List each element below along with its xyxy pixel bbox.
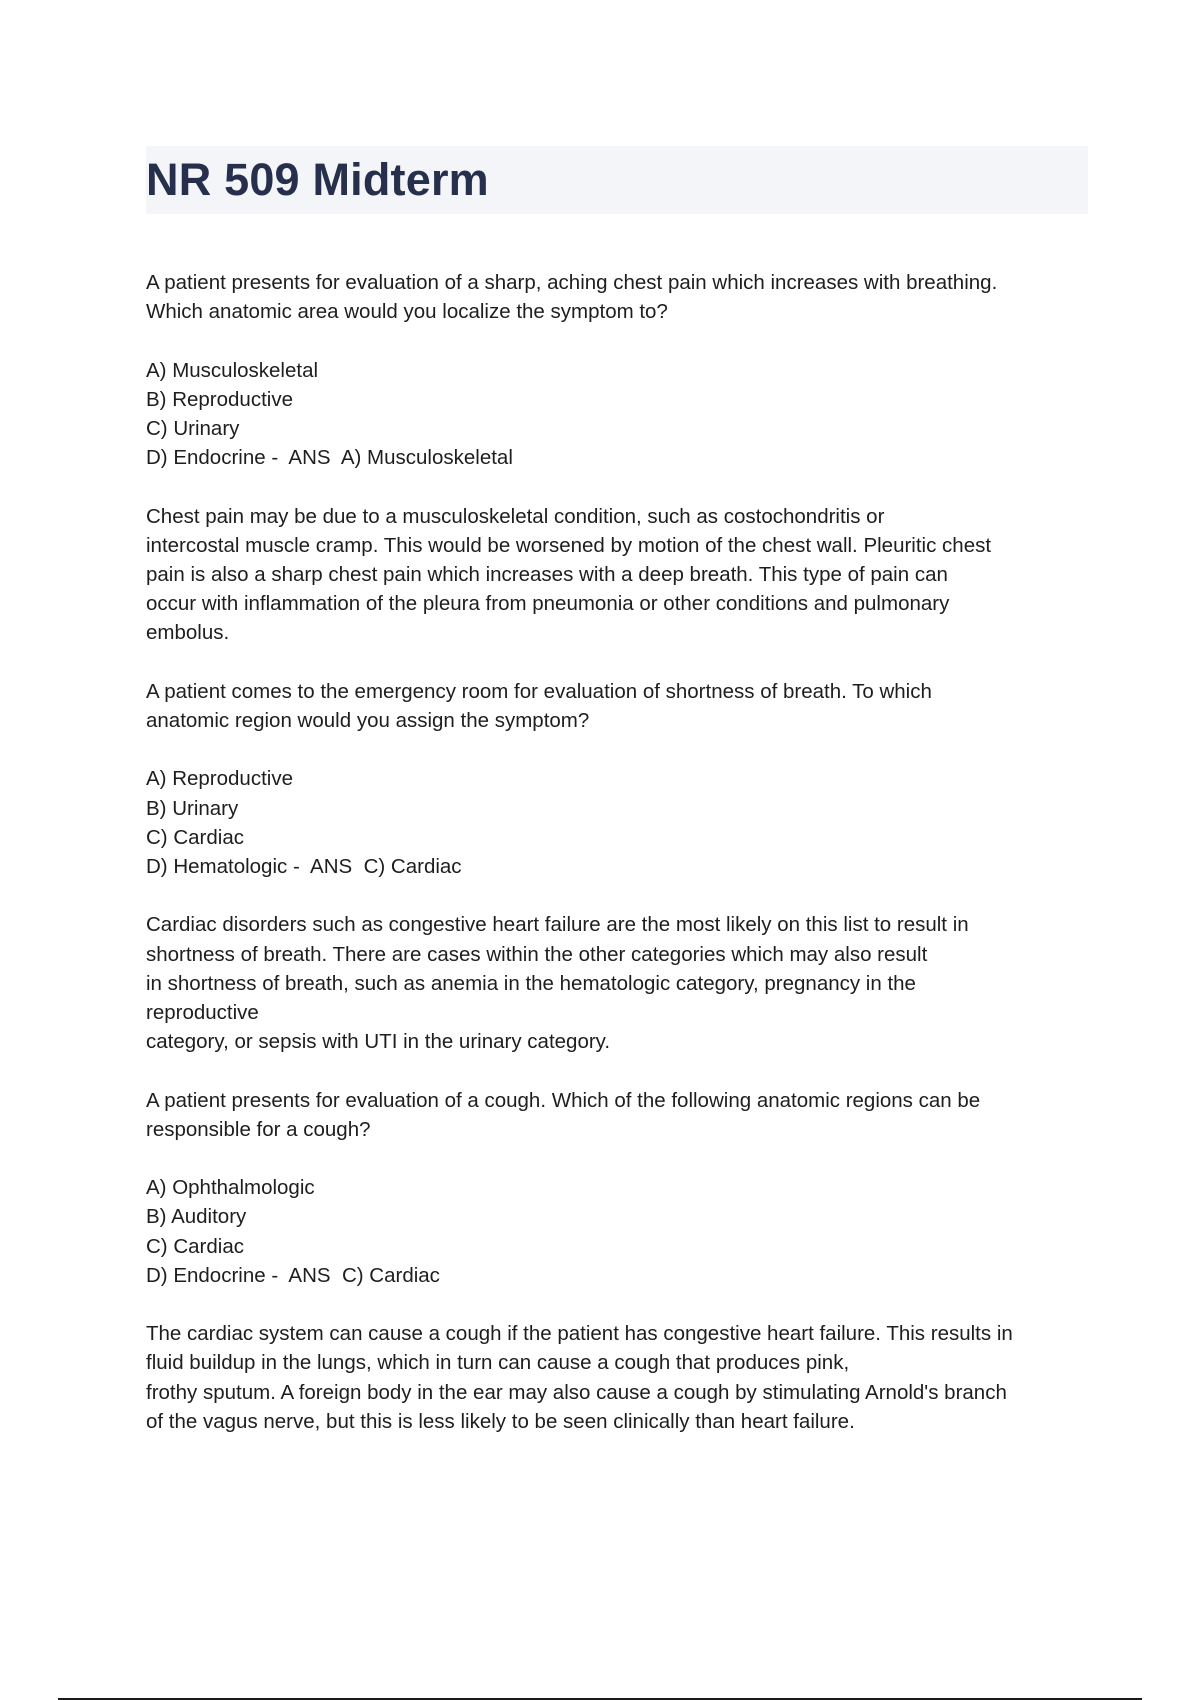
rationale-line: pain is also a sharp chest pain which increases with a deep breath. This type of pain can: [146, 563, 948, 586]
question-stem: [146, 1086, 1096, 1144]
stem-line: A patient presents for evaluation of a sharp, aching chest pain which increases with breathing.: [146, 271, 998, 294]
option-a: A) Ophthalmologic: [146, 1176, 315, 1200]
stem-line: responsible for a cough?: [146, 1117, 371, 1141]
stem-line: A patient comes to the emergency room for evaluation of shortness of breath. To which: [146, 679, 932, 703]
rationale: [146, 502, 1096, 648]
rationale-line: occur with inflammation of the pleura from pneumonia or other conditions and pulmonary: [146, 592, 950, 616]
rationale: [146, 910, 1096, 1056]
title-banner: [146, 146, 1088, 214]
question-stem: [146, 677, 1096, 735]
rationale: [146, 1319, 1096, 1436]
option-c: C) Cardiac: [146, 825, 244, 849]
question-2: [146, 677, 1096, 1057]
option-c: C) Urinary: [146, 417, 240, 440]
stem-line: anatomic region would you assign the symptom?: [146, 709, 590, 732]
rationale-line: reproductive: [146, 1001, 259, 1024]
rationale-line: of the vagus nerve, but this is less likely to be seen clinically than heart failure.: [146, 1409, 855, 1433]
rationale-line: Chest pain may be due to a musculoskeletal condition, such as costochondritis or: [146, 504, 885, 528]
answer-options: [146, 764, 1096, 881]
option-a: A) Reproductive: [146, 767, 293, 791]
question-3: [146, 1086, 1096, 1436]
option-d-with-answer: D) Endocrine - ANS A) Musculoskeletal: [146, 446, 513, 470]
rationale-line: in shortness of breath, such as anemia in the hematologic category, pregnancy in the: [146, 971, 916, 995]
question-1: [146, 268, 1096, 648]
answer-options: [146, 1173, 1096, 1290]
option-b: B) Urinary: [146, 796, 239, 820]
rationale-line: category, or sepsis with UTI in the urinary category.: [146, 1030, 611, 1054]
answer-options: [146, 356, 1096, 473]
rationale-line: The cardiac system can cause a cough if the patient has congestive heart failure. This results in: [146, 1322, 1013, 1346]
rationale-line: frothy sputum. A foreign body in the ear may also cause a cough by stimulating Arnold's branch: [146, 1380, 1007, 1404]
option-b: B) Reproductive: [146, 387, 293, 411]
option-a: A) Musculoskeletal: [146, 358, 319, 382]
rationale-line: embolus.: [146, 621, 230, 645]
rationale-line: fluid buildup in the lungs, which in turn can cause a cough that produces pink,: [146, 1351, 850, 1375]
rationale-line: shortness of breath. There are cases within the other categories which may also result: [146, 942, 928, 966]
option-c: C) Cardiac: [146, 1234, 244, 1258]
page-title: NR 509 Midterm: [146, 154, 489, 205]
question-stem: [146, 268, 1096, 326]
option-b: B) Auditory: [146, 1205, 247, 1229]
rationale-line: intercostal muscle cramp. This would be worsened by motion of the chest wall. Pleuritic chest: [146, 533, 992, 557]
option-d-with-answer: D) Hematologic - ANS C) Cardiac: [146, 855, 462, 878]
stem-line: A patient presents for evaluation of a cough. Which of the following anatomic regions can be: [146, 1088, 981, 1112]
option-d-with-answer: D) Endocrine - ANS C) Cardiac: [146, 1263, 440, 1287]
document-body: [146, 268, 1096, 1465]
stem-line: Which anatomic area would you localize the symptom to?: [146, 300, 668, 324]
rationale-line: Cardiac disorders such as congestive heart failure are the most likely on this list to result in: [146, 913, 969, 937]
